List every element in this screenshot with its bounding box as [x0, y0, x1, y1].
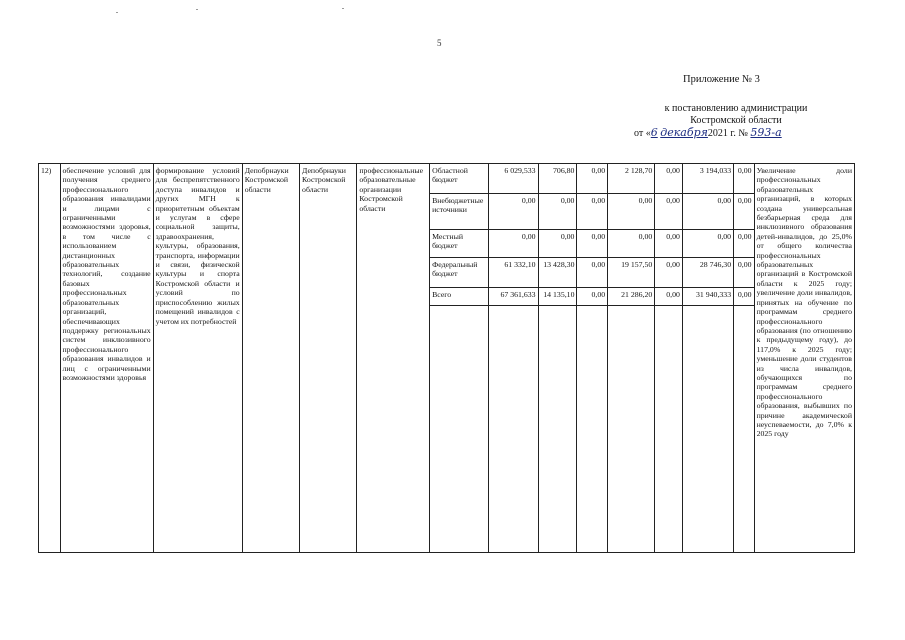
scan-speck [342, 8, 344, 9]
decree-line-1: к постановлению администрации [664, 103, 808, 114]
funding-value: 0,00 [655, 230, 683, 258]
decree-number-handwritten: 593-а [750, 126, 782, 139]
empty-cell [430, 306, 489, 553]
funding-source-total: Всего [430, 288, 489, 306]
funding-value: 0,00 [577, 230, 608, 258]
decree-year: 2021 г. № [707, 128, 748, 139]
funding-value-total: 67 361,633 [489, 288, 538, 306]
funding-value: 0,00 [608, 194, 655, 230]
funding-source: Областной бюджет [430, 164, 489, 194]
scan-speck [196, 9, 198, 10]
executor: Депобрнауки Костромской области [300, 164, 357, 553]
empty-cell [577, 306, 608, 553]
funding-value: 2 128,70 [608, 164, 655, 194]
empty-cell [608, 306, 655, 553]
funding-value-total: 21 286,20 [608, 288, 655, 306]
event-description: обеспечение условий для получения среднего профессионального образования инвалидами и лицами с ограниченными возможностями здоровья, в том числе с использованием дистанционных образовательных технологий, создание базовых профессиональных образовательных организаций, обеспечивающих поддержку региональных систем инклюзивного профессионального образования инвалидов и лиц с ограниченными возможностями здоровья [60, 164, 153, 553]
funding-value: 0,00 [734, 230, 754, 258]
decree-reference [626, 103, 846, 140]
funding-value: 6 029,533 [489, 164, 538, 194]
funding-value: 0,00 [655, 258, 683, 288]
funding-value: 0,00 [577, 194, 608, 230]
empty-cell [734, 306, 754, 553]
funding-value: 0,00 [538, 230, 577, 258]
funding-source: Местный бюджет [430, 230, 489, 258]
empty-cell [655, 306, 683, 553]
funding-value: 0,00 [655, 194, 683, 230]
funding-value: 61 332,10 [489, 258, 538, 288]
decree-prefix: от « [634, 128, 651, 139]
funding-value: 3 194,033 [682, 164, 733, 194]
page-number: 5 [437, 38, 442, 48]
decree-line-3 [626, 127, 846, 140]
funding-value: 0,00 [577, 258, 608, 288]
empty-cell [489, 306, 538, 553]
decree-line-2: Костромской области [690, 115, 782, 126]
coordinator: Депобрнауки Костромской области [242, 164, 299, 553]
empty-cell [538, 306, 577, 553]
funding-value: 0,00 [608, 230, 655, 258]
funding-value: 13 428,30 [538, 258, 577, 288]
funding-value-total: 14 135,10 [538, 288, 577, 306]
funding-value: 0,00 [489, 230, 538, 258]
task-description: формирование условий для беспрепятственного доступа инвалидов и других МГН к приоритетным объектам и услугам в сфере социальной защиты, здравоохранения, культуры, образования, транспорта, информации и связи, физической культуры и спорта Костромской области и условий по приспособлению жилых помещений инвалидов с учетом их потребностей [153, 164, 242, 553]
scan-speck [116, 12, 118, 13]
funding-value: 0,00 [682, 194, 733, 230]
appendix-title: Приложение № 3 [683, 74, 760, 85]
funding-value-total: 31 940,333 [682, 288, 733, 306]
funding-value: 0,00 [734, 164, 754, 194]
funding-value: 19 157,50 [608, 258, 655, 288]
table-row [39, 164, 855, 194]
funding-value: 0,00 [734, 194, 754, 230]
funding-value: 28 746,30 [682, 258, 733, 288]
funding-value: 0,00 [577, 164, 608, 194]
funding-source: Федеральный бюджет [430, 258, 489, 288]
item-number: 12) [39, 164, 61, 553]
funding-value: 0,00 [734, 258, 754, 288]
funding-value: 0,00 [538, 194, 577, 230]
funding-value: 0,00 [489, 194, 538, 230]
participants: профессиональные образовательные организации Костромской области [357, 164, 430, 553]
decree-month-handwritten: декабря [660, 126, 708, 139]
funding-value-total: 0,00 [734, 288, 754, 306]
funding-source: Внебюджетные источники [430, 194, 489, 230]
funding-value: 0,00 [655, 164, 683, 194]
expected-result: Увеличение доли профессиональных образовательных организаций, в которых создана универсальная безбарьерная среда для инклюзивного образования детей-инвалидов, до 25,0% от общего количества профессиональных образовательных организаций в Костромской области к 2025 году; увеличение доли инвалидов, принятых на обучение по программам среднего профессионального образования (по отношению к предыдущему году), до 117,0% к 2025 году; уменьшение доли студентов из числа инвалидов, обучающихся по программам среднего профессионального образования, выбывших по причине академической неуспеваемости, до 7,0% к 2025 году [754, 164, 854, 553]
funding-value-total: 0,00 [655, 288, 683, 306]
program-table [38, 163, 855, 553]
funding-value: 0,00 [682, 230, 733, 258]
empty-cell [682, 306, 733, 553]
funding-value: 706,80 [538, 164, 577, 194]
funding-value-total: 0,00 [577, 288, 608, 306]
decree-day-handwritten: 6 [650, 126, 658, 139]
